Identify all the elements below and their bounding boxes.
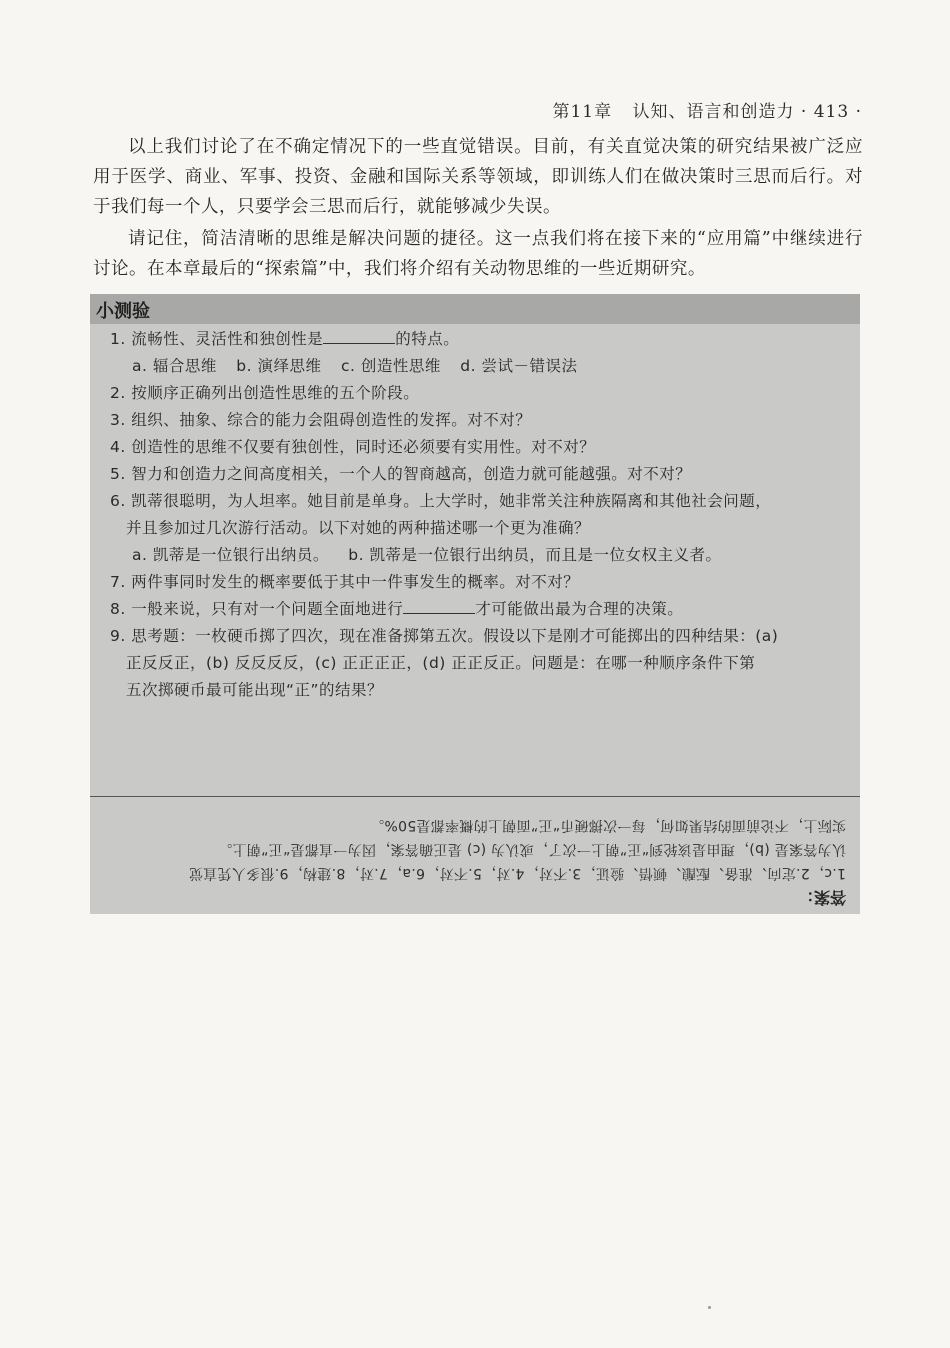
answer-blank [403, 599, 475, 614]
quiz-title: 小测验 [96, 301, 150, 322]
question-8 [110, 596, 850, 623]
question-6-options [110, 542, 850, 569]
quiz-box [90, 294, 860, 914]
question-3: 3. 组织、抽象、综合的能力会阻碍创造性的发挥。对不对？ [110, 411, 532, 429]
question-9-cont-2: 五次掷硬币最可能出现“正”的结果？ [126, 681, 384, 699]
answer-divider [90, 796, 860, 797]
question-1-text: 1. 流畅性、灵活性和独创性是 [110, 330, 324, 348]
speck [708, 1306, 711, 1309]
question-8-text: 8. 一般来说，只有对一个问题全面地进行 [110, 600, 404, 618]
question-2: 2. 按顺序正确列出创造性思维的五个阶段。 [110, 384, 420, 402]
body-text [93, 132, 863, 286]
quiz-questions [110, 326, 850, 704]
question-4: 4. 创造性的思维不仅要有独创性，同时还必须要有实用性。对不对？ [110, 438, 596, 456]
quiz-title-bar [90, 294, 860, 324]
option-b: b. 凯蒂是一位银行出纳员，而且是一位女权主义者。 [348, 546, 722, 564]
option-c: c. 创造性思维 [340, 357, 441, 375]
question-1-options [110, 353, 850, 380]
question-6-cont: 并且参加过几次游行活动。以下对她的两种描述哪一个更为准确？ [126, 519, 591, 537]
option-b: b. 演绎思维 [236, 357, 322, 375]
answers-line-2: 认为答案是 (b)，理由是该轮到“正”朝上一次了，或认为 (c) 是正确答案，因为一直都是“正”朝上。 [217, 841, 846, 857]
option-a: a. 辐合思维 [132, 357, 217, 375]
option-d: d. 尝试－错误法 [460, 357, 578, 375]
answers-line-1: 1.c，2.定向、准备、酝酿、顿悟、验证，3.不对，4.对，5.不对，6.a，7.对，8.建构，9.很多人凭直觉 [188, 865, 846, 881]
question-8-text-end: 才可能做出最为合理的决策。 [475, 600, 684, 618]
answers-title: 答案： [797, 888, 846, 907]
question-6: 6. 凯蒂很聪明，为人坦率。她目前是单身。上大学时，她非常关注种族隔离和其他社会问题， [110, 492, 772, 510]
chapter-title: 认知、语言和创造力 [632, 102, 795, 122]
page-number: · 413 · [800, 102, 862, 122]
question-1-text-end: 的特点。 [395, 330, 460, 348]
question-5: 5. 智力和创造力之间高度相关，一个人的智商越高，创造力就可能越强。对不对？ [110, 465, 692, 483]
question-9: 9. 思考题：一枚硬币掷了四次，现在准备掷第五次。假设以下是刚才可能掷出的四种结果：(a) [110, 627, 779, 645]
question-7: 7. 两件事同时发生的概率要低于其中一件事发生的概率。对不对？ [110, 573, 580, 591]
paragraph-2: 请记住，简洁清晰的思维是解决问题的捷径。这一点我们将在接下来的“应用篇”中继续进行讨论。在本章最后的“探索篇”中，我们将介绍有关动物思维的一些近期研究。 [93, 229, 863, 279]
option-a: a. 凯蒂是一位银行出纳员。 [132, 546, 329, 564]
chapter-number: 第11章 [552, 102, 613, 122]
running-header [552, 97, 862, 122]
paragraph-1: 以上我们讨论了在不确定情况下的一些直觉错误。目前，有关直觉决策的研究结果被广泛应用于医学、商业、军事、投资、金融和国际关系等领域，即训练人们在做决策时三思而后行。对于我们每一个人，只要学会三思而后行，就能够减少失误。 [93, 137, 863, 217]
question-9-cont-1: 正反反正，(b) 反反反反，(c) 正正正正，(d) 正正反正。问题是：在哪一种顺序条件下第 [126, 654, 756, 672]
answers-line-3: 实际上，不论前面的结果如何，每一次掷硬币“正”面朝上的概率都是50%。 [369, 817, 846, 833]
question-1 [110, 326, 850, 353]
answers-upside-down [104, 800, 846, 910]
answer-blank [323, 329, 395, 344]
